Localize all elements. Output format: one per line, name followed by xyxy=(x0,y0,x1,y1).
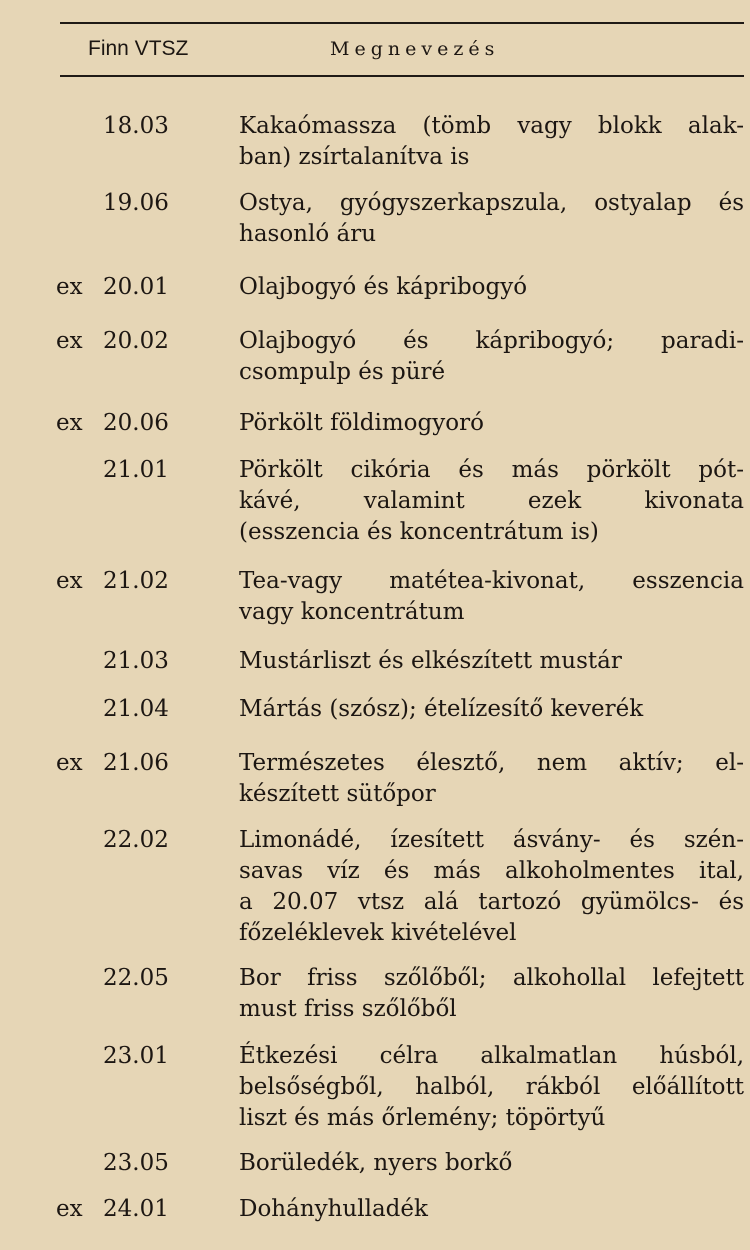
description-line: Mártás (szósz); ételízesítő keverék xyxy=(239,696,644,722)
item-description xyxy=(239,188,744,250)
description-line: Olajbogyó és kápribogyó; paradi- xyxy=(239,328,744,354)
column-header-code: Finn VTSZ xyxy=(88,37,189,60)
description-line: Olajbogyó és kápribogyó xyxy=(239,274,528,300)
description-line: Kakaómassza (tömb vagy blokk alak- xyxy=(239,113,744,139)
description-line: (esszencia és koncentrátum is) xyxy=(239,519,599,545)
ex-prefix: ex xyxy=(56,410,83,436)
table-top-rule xyxy=(60,22,744,24)
description-line: Bor friss szőlőből; alkohollal lefejtett xyxy=(239,965,744,991)
item-description xyxy=(239,272,744,303)
item-description xyxy=(239,1041,744,1134)
item-description xyxy=(239,1148,744,1179)
description-line: vagy koncentrátum xyxy=(239,599,465,625)
tariff-code: 22.05 xyxy=(103,965,169,991)
tariff-code: 19.06 xyxy=(103,190,169,216)
tariff-code: 21.02 xyxy=(103,568,169,594)
tariff-code: 20.01 xyxy=(103,274,169,300)
item-description xyxy=(239,455,744,548)
description-line: Pörkölt földimogyoró xyxy=(239,410,484,436)
tariff-code: 21.06 xyxy=(103,750,169,776)
description-line: must friss szőlőből xyxy=(239,996,457,1022)
tariff-code: 18.03 xyxy=(103,113,169,139)
description-line: Limonádé, ízesített ásvány- és szén- xyxy=(239,827,744,853)
item-description xyxy=(239,1194,744,1225)
description-line: liszt és más őrlemény; töpörtyű xyxy=(239,1105,606,1131)
description-line: hasonló áru xyxy=(239,221,377,247)
item-description xyxy=(239,646,744,677)
ex-prefix: ex xyxy=(56,750,83,776)
description-line: savas víz és más alkoholmentes ital, xyxy=(239,858,744,884)
description-line: csompulp és püré xyxy=(239,359,446,385)
description-line: Ostya, gyógyszerkapszula, ostyalap és xyxy=(239,190,744,216)
tariff-code: 20.06 xyxy=(103,410,169,436)
item-description xyxy=(239,326,744,388)
tariff-code: 24.01 xyxy=(103,1196,169,1222)
item-description xyxy=(239,694,744,725)
ex-prefix: ex xyxy=(56,328,83,354)
column-header-name: Megnevezés xyxy=(330,38,500,60)
description-line: Pörkölt cikória és más pörkölt pót- xyxy=(239,457,744,483)
tariff-code: 23.01 xyxy=(103,1043,169,1069)
description-line: készített sütőpor xyxy=(239,781,436,807)
description-line: Tea-vagy matétea-kivonat, esszencia xyxy=(239,568,744,594)
tariff-code: 21.03 xyxy=(103,648,169,674)
ex-prefix: ex xyxy=(56,568,83,594)
description-line: kávé, valamint ezek kivonata xyxy=(239,488,744,514)
description-line: Természetes élesztő, nem aktív; el- xyxy=(239,750,744,776)
description-line: főzeléklevek kivételével xyxy=(239,920,517,946)
tariff-code: 20.02 xyxy=(103,328,169,354)
description-line: Borüledék, nyers borkő xyxy=(239,1150,513,1176)
item-description xyxy=(239,111,744,173)
description-line: Mustárliszt és elkészített mustár xyxy=(239,648,622,674)
description-line: belsőségből, halból, rákból előállított xyxy=(239,1074,744,1100)
item-description xyxy=(239,566,744,628)
tariff-code: 21.04 xyxy=(103,696,169,722)
tariff-code: 23.05 xyxy=(103,1150,169,1176)
item-description xyxy=(239,825,744,949)
description-line: Étkezési célra alkalmatlan húsból, xyxy=(239,1043,744,1069)
tariff-code: 22.02 xyxy=(103,827,169,853)
item-description xyxy=(239,748,744,810)
description-line: Dohányhulladék xyxy=(239,1196,428,1222)
tariff-code: 21.01 xyxy=(103,457,169,483)
item-description xyxy=(239,963,744,1025)
item-description xyxy=(239,408,744,439)
ex-prefix: ex xyxy=(56,1196,83,1222)
header-bottom-rule xyxy=(60,75,744,77)
description-line: a 20.07 vtsz alá tartozó gyümölcs- és xyxy=(239,889,744,915)
ex-prefix: ex xyxy=(56,274,83,300)
description-line: ban) zsírtalanítva is xyxy=(239,144,470,170)
